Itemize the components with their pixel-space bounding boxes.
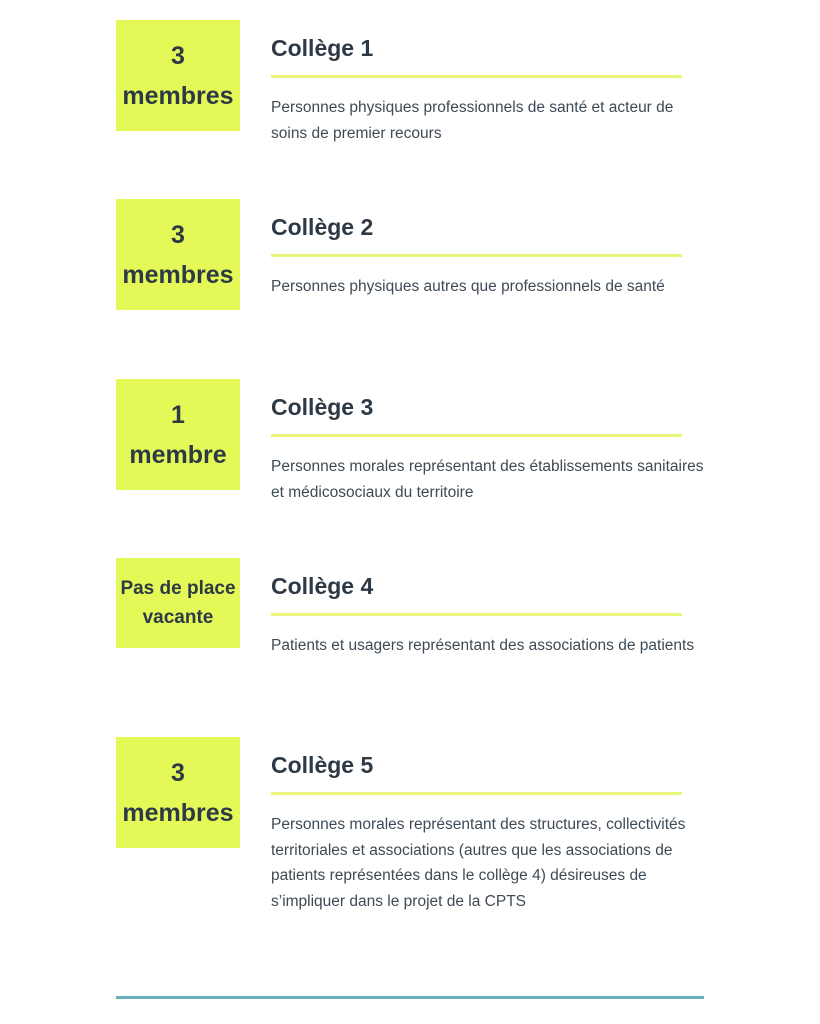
badge-unit: membre	[129, 440, 227, 469]
badge-unit: membres	[122, 798, 234, 827]
college-description: Personnes physiques professionnels de santé et acteur de soins de premier recours	[271, 99, 674, 142]
college-description: Personnes physiques autres que professionnels de santé	[271, 278, 665, 295]
badge-line-2: vacante	[142, 607, 214, 628]
college-title: Collège 5	[271, 752, 374, 778]
college-description: Personnes morales représentant des structures, collectivités territoriales et associations (autres que les associations de patients représentées dans le collège 4) désireuses de s’impliquer dans le projet de la CPTS	[271, 816, 686, 910]
badge-count: 3	[171, 220, 185, 249]
member-count-badge	[116, 737, 240, 848]
title-underline	[271, 792, 682, 795]
college-title: Collège 3	[271, 394, 374, 420]
member-count-badge	[116, 20, 240, 131]
badge-count: 1	[171, 400, 185, 429]
member-count-badge	[116, 379, 240, 490]
college-title: Collège 2	[271, 214, 374, 240]
badge-unit: membres	[122, 81, 234, 110]
member-count-badge	[116, 199, 240, 310]
college-description: Patients et usagers représentant des associations de patients	[271, 637, 695, 654]
college-title: Collège 1	[271, 35, 374, 61]
title-underline	[271, 254, 682, 257]
title-underline	[271, 434, 682, 437]
badge-line-1: Pas de place	[120, 578, 236, 599]
title-underline	[271, 613, 682, 616]
title-underline	[271, 75, 682, 78]
college-description: Personnes morales représentant des établissements sanitaires et médicosociaux du territoire	[271, 458, 704, 501]
badge-count: 3	[171, 758, 185, 787]
badge-count: 3	[171, 41, 185, 70]
badge-unit: membres	[122, 260, 234, 289]
vacancy-badge	[116, 558, 240, 648]
college-title: Collège 4	[271, 573, 374, 599]
footer-divider	[116, 996, 704, 999]
